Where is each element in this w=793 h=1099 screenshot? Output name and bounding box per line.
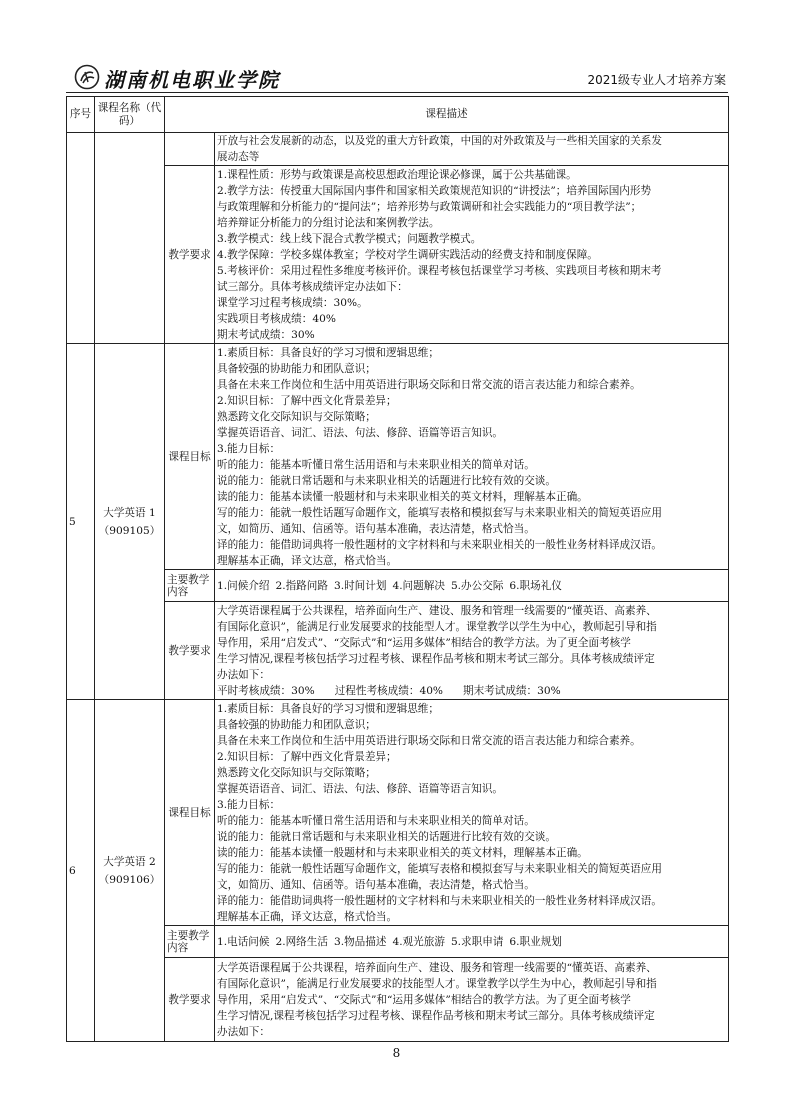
text-line: 办法如下：: [217, 1025, 270, 1038]
course-name: 大学英语 2: [103, 855, 156, 868]
content-label: 主要教学内容: [165, 926, 215, 958]
text-line: 开放与社会发展新的动态，以及党的重大方针政策，中国的对外政策及与一些相关国家的关系发: [217, 135, 662, 147]
text-line: 文，如简历、通知、信函等。语句基本准确，表达清楚，格式恰当。: [217, 878, 535, 891]
grade-item: 期末考试成绩：30%: [463, 684, 561, 697]
text-line: 具备较强的协助能力和团队意识；: [217, 362, 376, 375]
text-line: 说的能力：能就日常话题和与未来职业相关的话题进行比较有效的交谈。: [217, 830, 556, 843]
grades-line: [217, 683, 726, 699]
content-item: 4.问题解决: [392, 579, 445, 592]
continuation-course-cell: [95, 133, 165, 344]
text-line: 期末考试成绩：30%: [217, 328, 315, 341]
teaching-label: 教学要求: [165, 958, 215, 1042]
table-row: [67, 570, 729, 602]
text-line: 掌握英语语音、词汇、语法、句法、修辞、语篇等语言知识。: [217, 782, 504, 795]
text-line: 1.素质目标：具备良好的学习习惯和逻辑思维；: [217, 702, 439, 715]
text-line: 与政策理解和分析能力的“提问法”；培养形势与政策调研和社会实践能力的“项目教学法”；: [217, 200, 642, 213]
table-row: [67, 344, 729, 570]
content-item: 2.网络生活: [275, 935, 328, 948]
text-line: 培养辩证分析能力的分组讨论法和案例教学法。: [217, 216, 440, 229]
plan-title: 2021级专业人才培养方案: [587, 73, 726, 87]
course-name: 大学英语 1: [103, 506, 156, 519]
teaching-content: [215, 958, 729, 1042]
course-code: （909106）: [98, 873, 161, 886]
page-header: [66, 62, 728, 93]
text-line: 1.课程性质：形势与政策课是高校思想政治理论课必修课，属于公共基础课。: [217, 168, 577, 181]
text-line: 具备较强的协助能力和团队意识；: [217, 718, 376, 731]
text-line: 具备在未来工作岗位和生活中用英语进行职场交际和日常交流的语言表达能力和综合素养。: [217, 378, 641, 391]
text-line: 2.教学方法：传授重大国际国内事件和国家相关政策规范知识的“讲授法”；培养国际国内形势: [217, 184, 652, 197]
goals-content: [215, 344, 729, 570]
text-line: 熟悉跨文化交际知识与交际策略；: [217, 766, 376, 779]
content-item: 3.物品描述: [333, 935, 387, 948]
content-item: 5.求职申请: [450, 935, 504, 948]
text-line: 文，如简历、通知、信函等。语句基本准确，表达清楚，格式恰当。: [217, 522, 535, 535]
course-name-cell: [95, 344, 165, 700]
text-line: 读的能力：能基本读懂一般题材和与未来职业相关的英文材料，理解基本正确。: [217, 846, 588, 859]
header-description: 课程描述: [165, 97, 729, 133]
header-course: 课程名称（代码）: [95, 97, 165, 133]
text-line: 4.教学保障：学校多媒体教室；学校对学生调研实践活动的经费支持和制度保障。: [217, 248, 598, 261]
grade-item: 平时考核成绩：30%: [217, 684, 315, 697]
content-item: 1.问候介绍: [217, 579, 270, 592]
course-index: 5: [67, 344, 95, 700]
content-items: [215, 926, 729, 958]
text-line: 理解基本正确，译文达意，格式恰当。: [217, 554, 398, 567]
text-line: 课堂学习过程考核成绩：30%。: [217, 296, 368, 309]
text-line: 译的能力：能借助词典将一般性题材的文字材料和与未来职业相关的一般性业务材料译成汉语。: [217, 538, 662, 551]
table-row: [67, 700, 729, 926]
text-line: 办法如下：: [217, 668, 270, 681]
text-line: 译的能力：能借助词典将一般性题材的文字材料和与未来职业相关的一般性业务材料译成汉语。: [217, 894, 662, 907]
teaching-label: 教学要求: [165, 166, 215, 344]
course-table: [66, 96, 729, 1042]
text-line: 听的能力：能基本听懂日常生活用语和与未来职业相关的简单对话。: [217, 814, 535, 827]
content-item: 6.职业规划: [509, 935, 562, 948]
text-line: 有国际化意识”，能满足行业发展要求的技能型人才。课堂教学以学生为中心，教师起引导和指: [217, 977, 657, 990]
text-line: 生学习情况,课程考核包括学习过程考核、课程作品考核和期末考试三部分。具体考核成绩评定: [217, 1009, 655, 1022]
text-line: 大学英语课程属于公共课程，培养面向生产、建设、服务和管理一线需要的“懂英语、高素养、: [217, 604, 657, 617]
content-label: 主要教学内容: [165, 570, 215, 602]
text-line: 说的能力：能就日常话题和与未来职业相关的话题进行比较有效的交谈。: [217, 474, 556, 487]
text-line: 试三部分。具体考核成绩评定办法如下：: [217, 280, 408, 293]
school-logo-icon: [74, 64, 100, 90]
text-line: 听的能力：能基本听懂日常生活用语和与未来职业相关的简单对话。: [217, 458, 535, 471]
continuation-index-cell: [67, 133, 95, 344]
text-line: 2.知识目标：了解中西文化背景差异；: [217, 394, 397, 407]
school-name: 湖南机电职业学院: [104, 68, 280, 92]
table-row: [67, 926, 729, 958]
content-items: [215, 570, 729, 602]
table-row: [67, 958, 729, 1042]
goals-label: 课程目标: [165, 700, 215, 926]
text-line: 3.能力目标：: [217, 798, 281, 811]
course-name-cell: [95, 700, 165, 1042]
content-item: 6.职场礼仪: [509, 579, 562, 592]
text-line: 写的能力：能就一般性话题写命题作文，能填写表格和模拟套写与未来职业相关的简短英语应用: [217, 506, 662, 519]
text-line: 导作用，采用“启发式”、“交际式”和“运用多媒体”相结合的教学方法。为了更全面考核学: [217, 993, 631, 1006]
table-row: [67, 602, 729, 700]
goals-label: 课程目标: [165, 344, 215, 570]
continuation-teaching: [215, 166, 729, 344]
content-item: 2.指路问路: [275, 579, 328, 592]
table-row: [67, 133, 729, 166]
course-index: 6: [67, 700, 95, 1042]
goals-content: [215, 700, 729, 926]
text-line: 写的能力：能就一般性话题写命题作文，能填写表格和模拟套写与未来职业相关的简短英语应用: [217, 862, 662, 875]
text-line: 生学习情况,课程考核包括学习过程考核、课程作品考核和期末考试三部分。具体考核成绩评定: [217, 652, 655, 665]
grade-item: 过程性考核成绩：40%: [334, 684, 443, 697]
text-line: 有国际化意识”，能满足行业发展要求的技能型人才。课堂教学以学生为中心，教师起引导和指: [217, 620, 657, 633]
page-number: 8: [392, 1046, 401, 1060]
content-item: 5.办公交际: [450, 579, 504, 592]
continuation-intro: [215, 133, 729, 166]
text-line: 熟悉跨文化交际知识与交际策略；: [217, 410, 376, 423]
teaching-content: [215, 602, 729, 700]
text-line: 读的能力：能基本读懂一般题材和与未来职业相关的英文材料，理解基本正确。: [217, 490, 588, 503]
text-line: 3.能力目标：: [217, 442, 281, 455]
text-line: 大学英语课程属于公共课程，培养面向生产、建设、服务和管理一线需要的“懂英语、高素养、: [217, 961, 657, 974]
content-item: 4.观光旅游: [392, 935, 445, 948]
table-row: [67, 166, 729, 344]
text-line: 理解基本正确，译文达意，格式恰当。: [217, 910, 398, 923]
text-line: 2.知识目标：了解中西文化背景差异；: [217, 750, 397, 763]
text-line: 掌握英语语音、词汇、语法、句法、修辞、语篇等语言知识。: [217, 426, 504, 439]
text-line: 5.考核评价：采用过程性多维度考核评价。课程考核包括课堂学习考核、实践项目考核和期末考: [217, 264, 662, 277]
header-index: 序号: [67, 97, 95, 133]
text-line: 导作用，采用“启发式”、“交际式”和“运用多媒体”相结合的教学方法。为了更全面考核学: [217, 636, 631, 649]
content-item: 1.电话问候: [217, 935, 270, 948]
continuation-label-cell: [165, 133, 215, 166]
text-line: 具备在未来工作岗位和生活中用英语进行职场交际和日常交流的语言表达能力和综合素养。: [217, 734, 641, 747]
text-line: 实践项目考核成绩：40%: [217, 312, 336, 325]
table-header-row: [67, 97, 729, 133]
teaching-label: 教学要求: [165, 602, 215, 700]
course-code: （909105）: [98, 524, 161, 537]
content-item: 3.时间计划: [333, 579, 387, 592]
text-line: 3.教学模式：线上线下混合式教学模式；问题教学模式。: [217, 232, 482, 245]
text-line: 1.素质目标：具备良好的学习习惯和逻辑思维；: [217, 346, 439, 359]
text-line: 展动态等: [217, 151, 260, 163]
